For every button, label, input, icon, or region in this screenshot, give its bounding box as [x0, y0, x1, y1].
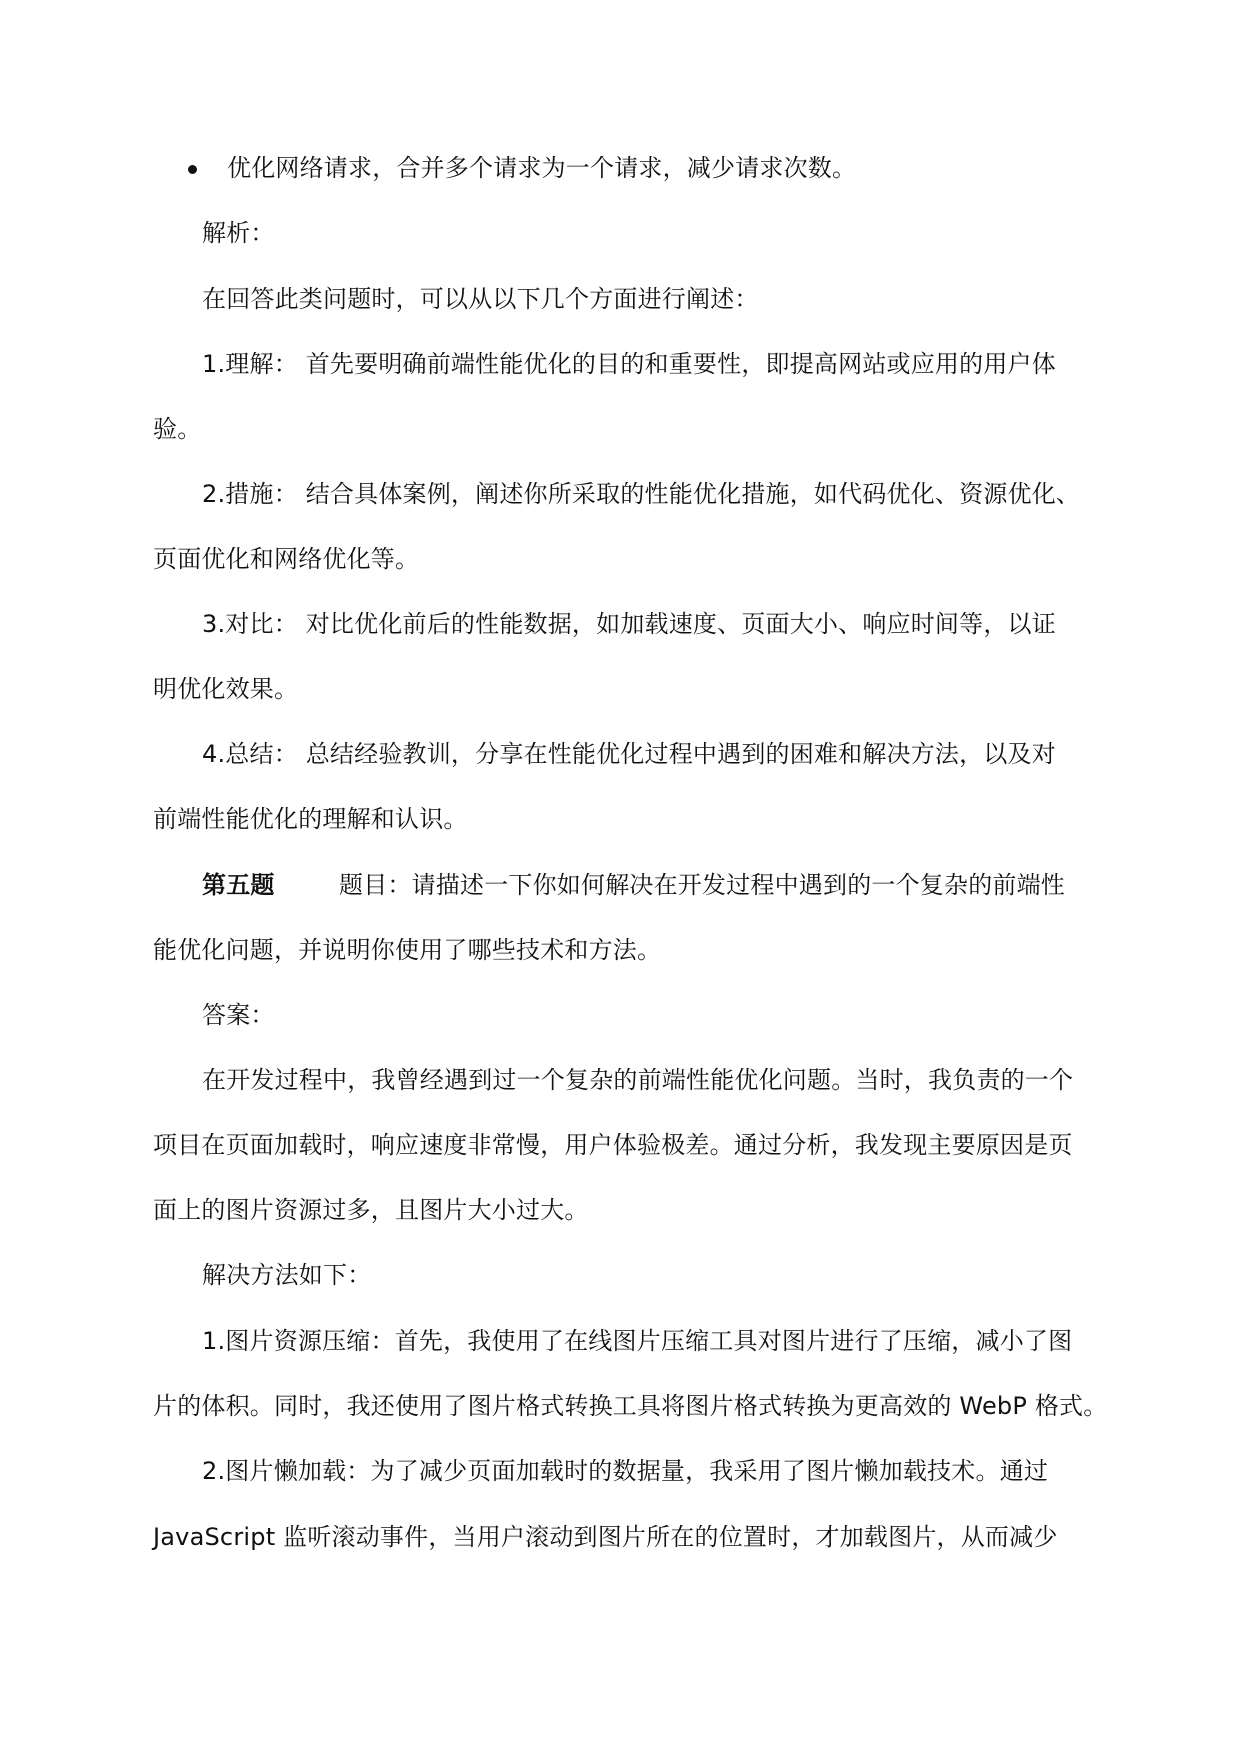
bullet-item-text: 优化网络请求，合并多个请求为一个请求，减少请求次数。 — [227, 154, 857, 182]
answer-paragraph-line-2: 项目在页面加载时，响应速度非常慢，用户体验极差。通过分析，我发现主要原因是页 — [153, 1131, 1073, 1159]
answer-label: 答案： — [202, 1001, 275, 1029]
point-2-line-1: 2.措施： 结合具体案例，阐述你所采取的性能优化措施，如代码优化、资源优化、 — [202, 480, 1081, 508]
method-1-line-1: 1.图片资源压缩：首先，我使用了在线图片压缩工具对图片进行了压缩，减小了图 — [202, 1327, 1073, 1355]
question-5-heading: 第五题 — [202, 871, 275, 899]
point-4-line-1: 4.总结： 总结经验教训，分享在性能优化过程中遇到的困难和解决方法，以及对 — [202, 740, 1056, 768]
question-5-line-1: 题目：请描述一下你如何解决在开发过程中遇到的一个复杂的前端性 — [339, 871, 1065, 899]
point-4-line-2: 前端性能优化的理解和认识。 — [153, 805, 468, 833]
bullet-dot-icon — [188, 165, 197, 174]
method-1-line-2: 片的体积。同时，我还使用了图片格式转换工具将图片格式转换为更高效的 WebP 格式。 — [153, 1392, 1108, 1420]
answer-paragraph-line-3: 面上的图片资源过多，且图片大小过大。 — [153, 1196, 589, 1224]
question-5-line-2: 能优化问题，并说明你使用了哪些技术和方法。 — [153, 936, 662, 964]
point-3-line-1: 3.对比： 对比优化前后的性能数据，如加载速度、页面大小、响应时间等，以证 — [202, 610, 1056, 638]
point-1-line-1: 1.理解： 首先要明确前端性能优化的目的和重要性，即提高网站或应用的用户体 — [202, 350, 1056, 378]
method-2-line-1: 2.图片懒加载：为了减少页面加载时的数据量，我采用了图片懒加载技术。通过 — [202, 1457, 1049, 1485]
point-2-line-2: 页面优化和网络优化等。 — [153, 545, 420, 573]
method-label: 解决方法如下： — [202, 1261, 372, 1289]
analysis-intro: 在回答此类问题时，可以从以下几个方面进行阐述： — [202, 285, 759, 313]
answer-paragraph-line-1: 在开发过程中，我曾经遇到过一个复杂的前端性能优化问题。当时，我负责的一个 — [202, 1066, 1074, 1094]
point-3-line-2: 明优化效果。 — [153, 675, 299, 703]
point-1-line-2: 验。 — [153, 415, 202, 443]
analysis-label: 解析： — [202, 219, 275, 247]
method-2-line-2: JavaScript 监听滚动事件，当用户滚动到图片所在的位置时，才加载图片，从而减少 — [153, 1523, 1058, 1551]
